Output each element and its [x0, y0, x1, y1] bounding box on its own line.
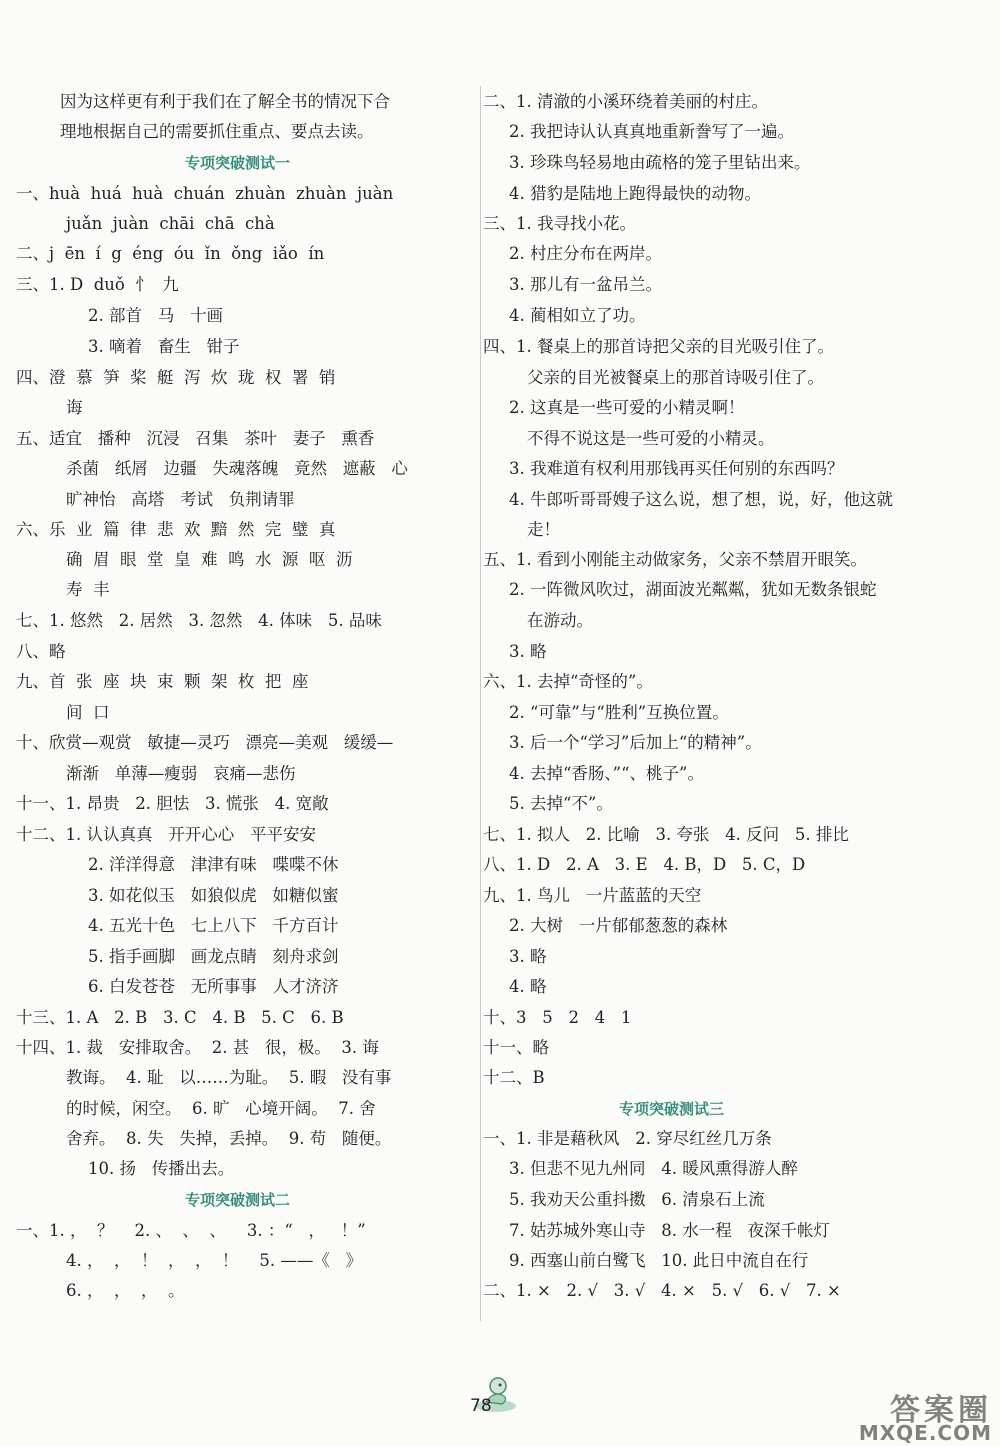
text-line: 十、欣赏—观赏 敏捷—灵巧 漂亮—美观 缓缓—	[16, 733, 394, 752]
column-divider	[480, 86, 481, 1321]
text-line: 四、澄 慕 笋 桨 艇 泻 炊 珑 权 署 销	[16, 368, 336, 387]
text-line: 3. 略	[509, 947, 547, 966]
text-line: 因为这样更有利于我们在了解全书的情况下合	[60, 92, 390, 111]
text-line: 6. 白发苍苍 无所事事 人才济济	[88, 977, 339, 996]
text-line: 九、1. 鸟儿 一片蓝蓝的天空	[483, 886, 702, 905]
text-line: 确 眉 眼 堂 皇 难 鸣 水 源 呕 沥	[66, 550, 353, 569]
text-line: 2. 大树 一片郁郁葱葱的森林	[509, 916, 728, 935]
text-line: 4. ， ， ！ ， ， ！ 5. ——《 》	[66, 1251, 363, 1270]
text-line: 杀菌 纸屑 边疆 失魂落魄 竟然 遮蔽 心	[66, 459, 408, 478]
text-line: 3. 略	[509, 642, 547, 661]
text-line: 二、1. 清澈的小溪环绕着美丽的村庄。	[483, 92, 768, 111]
text-line: 2. 一阵微风吹过，湖面波光粼粼，犹如无数条银蛇	[509, 580, 877, 599]
text-line: 3. 后一个“学习”后加上“的精神”。	[509, 733, 762, 752]
text-line: 3. 但悲不见九州同 4. 暖风熏得游人醉	[509, 1159, 798, 1178]
text-line: 寿 丰	[66, 580, 110, 599]
watermark-logo-text: 答案圈	[890, 1393, 992, 1428]
text-line: 八、略	[16, 642, 66, 661]
text-line: 十三、1. A 2. B 3. C 4. B 5. C 6. B	[16, 1008, 344, 1027]
text-line: 七、1. 悠然 2. 居然 3. 忽然 4. 体味 5. 品味	[16, 611, 382, 630]
text-line: 十二、B	[483, 1068, 545, 1087]
text-line: 十一、1. 昂贵 2. 胆怯 3. 慌张 4. 宽敞	[16, 794, 329, 813]
text-line: 3. 如花似玉 如狼似虎 如糖似蜜	[88, 886, 339, 905]
text-line: 在游动。	[527, 611, 593, 630]
text-line: 2. 部首 马 十画	[88, 306, 223, 325]
text-line: 9. 西塞山前白鹭飞 10. 此日中流自在行	[509, 1251, 809, 1270]
text-line: 3. 嘀着 畜生 钳子	[88, 337, 240, 356]
text-line: 不得不说这是一些可爱的小精灵。	[527, 429, 775, 448]
text-line: 六、1. 去掉“奇怪的”。	[483, 672, 653, 691]
text-line: 十二、1. 认认真真 开开心心 平平安安	[16, 825, 316, 844]
text-line: 走！	[527, 520, 560, 539]
text-line: juǎn juàn chāi chā chà	[66, 214, 275, 233]
text-line: 一、1. 非是藉秋风 2. 穿尽红丝几万条	[483, 1129, 772, 1148]
text-line: 5. 去掉“不”。	[509, 794, 613, 813]
text-line: 2. 村庄分布在两岸。	[509, 244, 662, 263]
text-line: 间 口	[66, 703, 110, 722]
text-line: 九、首 张 座 块 束 颗 架 枚 把 座	[16, 672, 309, 691]
section-heading: 专项突破测试三	[619, 1100, 725, 1118]
text-line: 二、j ēn í g éng óu ǐn ǒng iǎo ín	[16, 244, 325, 263]
text-line: 2. 洋洋得意 津津有味 喋喋不休	[88, 855, 339, 874]
text-line: 父亲的目光被餐桌上的那首诗吸引住了。	[527, 368, 824, 387]
text-line: 五、适宜 播种 沉浸 召集 茶叶 妻子 熏香	[16, 429, 375, 448]
text-line: 七、1. 拟人 2. 比喻 3. 夸张 4. 反问 5. 排比	[483, 825, 849, 844]
text-line: 八、1. D 2. A 3. E 4. B，D 5. C，D	[483, 855, 806, 874]
text-line: 4. 去掉“香肠、”“、桃子”。	[509, 764, 704, 783]
text-line: 十一、略	[483, 1038, 549, 1057]
text-line: 4. 五光十色 七上八下 千方百计	[88, 916, 339, 935]
text-line: 诲	[66, 398, 83, 417]
text-line: 的时候，闲空。 6. 旷 心境开阔。 7. 舍	[66, 1099, 376, 1118]
text-line: 舍弃。 8. 失 失掉，丢掉。 9. 苟 随便。	[66, 1129, 392, 1148]
text-line: 十四、1. 裁 安排取舍。 2. 甚 很，极。 3. 诲	[16, 1038, 379, 1057]
text-line: 三、1. D duǒ 忄 九	[16, 275, 179, 294]
text-line: 一、huà huá huà chuán zhuàn zhuàn juàn	[16, 184, 394, 203]
text-line: 4. 牛郎听哥哥嫂子这么说，想了想，说，好，他这就	[509, 490, 893, 509]
text-line: 7. 姑苏城外寒山寺 8. 水一程 夜深千帐灯	[509, 1221, 830, 1240]
text-line: 教诲。 4. 耻 以……为耻。 5. 暇 没有事	[66, 1068, 392, 1087]
text-line: 4. 略	[509, 977, 547, 996]
text-line: 四、1. 餐桌上的那首诗把父亲的目光吸引住了。	[483, 337, 834, 356]
text-line: 二、1. × 2. √ 3. √ 4. × 5. √ 6. √ 7. ×	[483, 1281, 841, 1300]
text-line: 渐渐 单薄—瘦弱 哀痛—悲伤	[66, 764, 296, 783]
page-number: 78	[470, 1396, 492, 1416]
text-line: 10. 扬 传播出去。	[88, 1159, 235, 1178]
text-line: 一、1. ， ？ 2. 、 、 、 3. ：“ ， ！”	[16, 1221, 366, 1240]
text-line: 六、乐 业 篇 律 悲 欢 黯 然 完 璧 真	[16, 520, 336, 539]
watermark	[820, 1385, 1000, 1446]
text-line: 6. ， ， ， 。	[66, 1281, 185, 1300]
text-line: 3. 珍珠鸟轻易地由疏格的笼子里钻出来。	[509, 153, 811, 172]
text-line: 2. “可靠”与“胜利”互换位置。	[509, 703, 729, 722]
text-line: 三、1. 我寻找小花。	[483, 214, 636, 233]
text-line: 4. 猎豹是陆地上跑得最快的动物。	[509, 184, 761, 203]
watermark-url: MXQE.COM	[858, 1421, 992, 1445]
text-line: 理地根据自己的需要抓住重点、要点去读。	[60, 122, 374, 141]
section-heading: 专项突破测试一	[185, 154, 291, 172]
text-line: 十、3 5 2 4 1	[483, 1008, 632, 1027]
text-line: 4. 蔺相如立了功。	[509, 306, 646, 325]
text-line: 3. 那儿有一盆吊兰。	[509, 275, 662, 294]
text-line: 旷神怡 高塔 考试 负荆请罪	[66, 490, 295, 509]
text-line: 5. 指手画脚 画龙点睛 刻舟求剑	[88, 947, 339, 966]
text-line: 3. 我难道有权利用那钱再买任何别的东西吗？	[509, 459, 844, 478]
text-line: 2. 我把诗认认真真地重新誊写了一遍。	[509, 122, 794, 141]
section-heading: 专项突破测试二	[185, 1191, 291, 1209]
text-line: 2. 这真是一些可爱的小精灵啊！	[509, 398, 745, 417]
text-line: 五、1. 看到小刚能主动做家务，父亲不禁眉开眼笑。	[483, 550, 867, 569]
text-line: 5. 我劝天公重抖擞 6. 清泉石上流	[509, 1190, 765, 1209]
